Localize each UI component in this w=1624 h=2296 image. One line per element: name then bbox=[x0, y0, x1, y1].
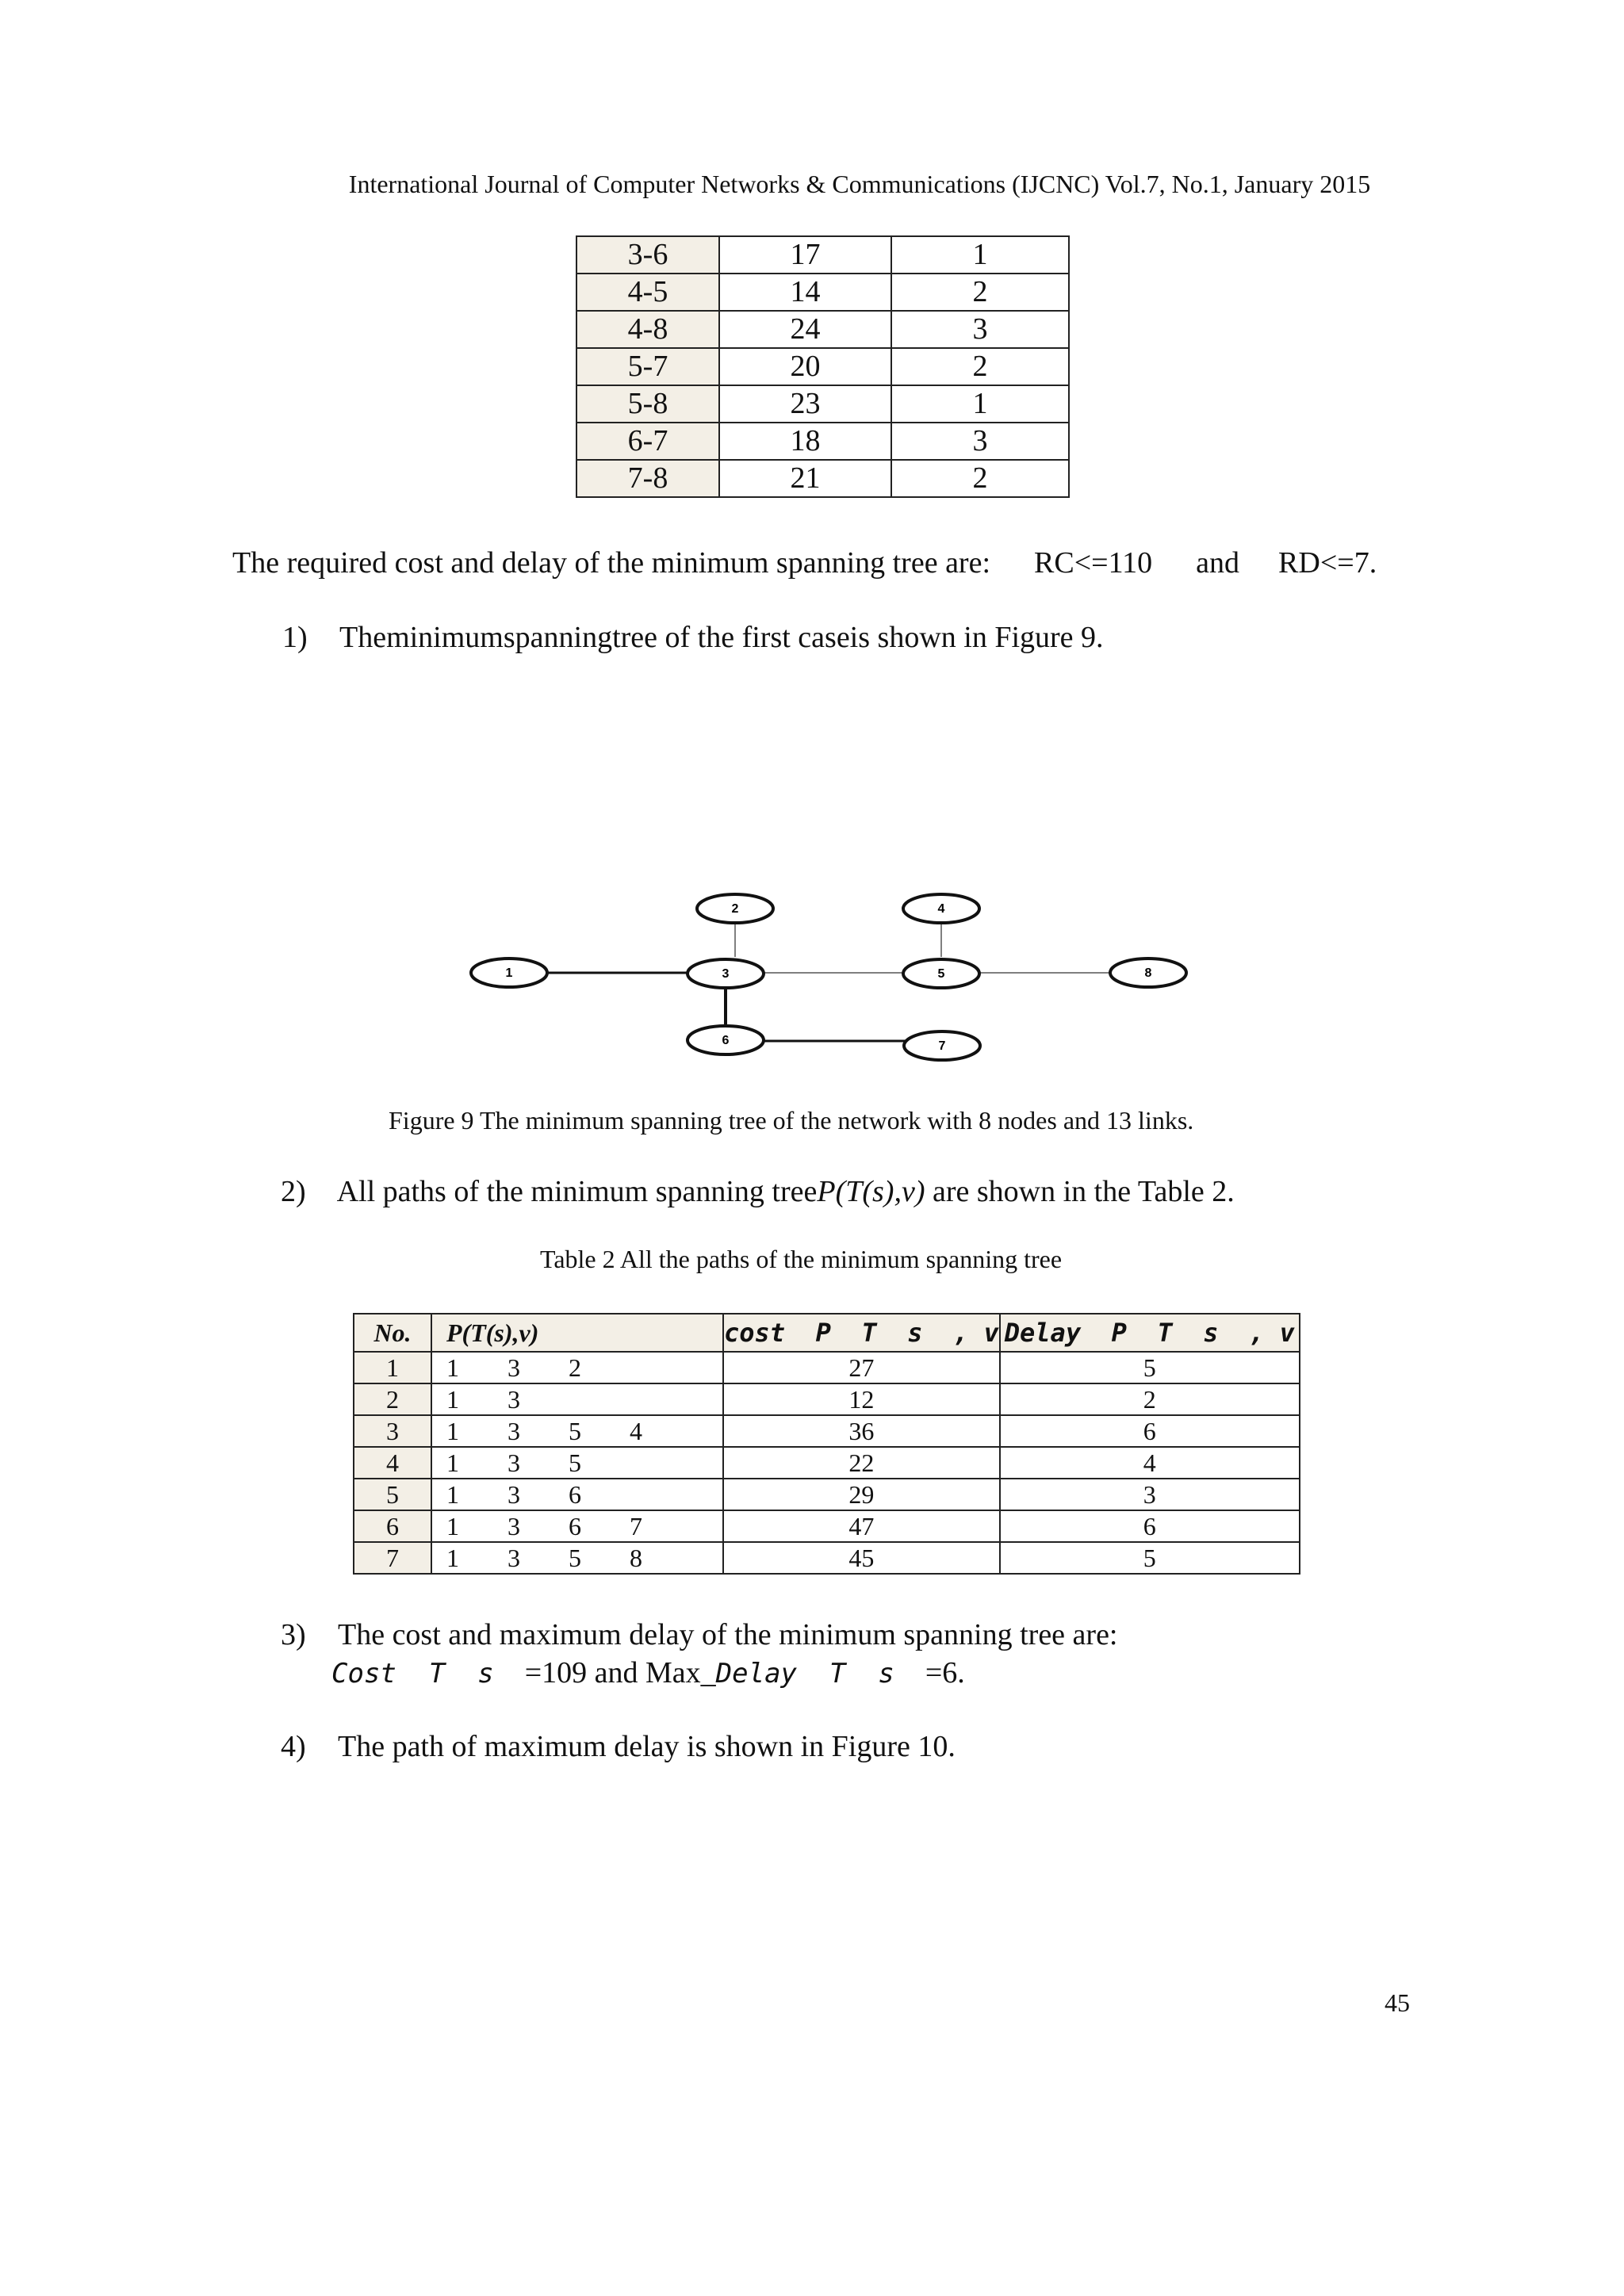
path-node: 3 bbox=[508, 1353, 520, 1382]
path-row bbox=[354, 1479, 1300, 1510]
path-number: 3 bbox=[354, 1415, 431, 1447]
paths-table bbox=[353, 1313, 1300, 1575]
link-delay: 1 bbox=[891, 236, 1069, 274]
link-row bbox=[576, 311, 1069, 348]
svg-text:5: 5 bbox=[937, 967, 945, 981]
link-id: 5-7 bbox=[576, 348, 719, 385]
path-cost: 22 bbox=[723, 1447, 1000, 1479]
item-2 bbox=[281, 1174, 1235, 1209]
path-node: 3 bbox=[508, 1448, 520, 1477]
path-nodes bbox=[431, 1479, 723, 1510]
path-row bbox=[354, 1447, 1300, 1479]
path-node: 1 bbox=[446, 1480, 459, 1509]
link-cost: 24 bbox=[719, 311, 891, 348]
path-node: 3 bbox=[508, 1385, 520, 1414]
item-2-text-c: are shown in the Table 2. bbox=[925, 1175, 1235, 1208]
item-4-text: The path of maximum delay is shown in Figure 10. bbox=[337, 1730, 956, 1763]
path-delay: 6 bbox=[1000, 1415, 1300, 1447]
path-node: 6 bbox=[569, 1512, 581, 1540]
cost-label: Cost T s bbox=[331, 1658, 494, 1689]
path-cost: 12 bbox=[723, 1383, 1000, 1415]
path-node: 1 bbox=[446, 1512, 459, 1540]
link-delay: 1 bbox=[891, 385, 1069, 423]
link-row bbox=[576, 274, 1069, 311]
path-cost: 45 bbox=[723, 1542, 1000, 1574]
figure-9-caption: Figure 9 The minimum spanning tree of the network with 8 nodes and 13 links. bbox=[389, 1106, 1194, 1135]
svg-text:4: 4 bbox=[937, 902, 945, 916]
node-6 bbox=[688, 1026, 764, 1054]
cost-value: =109 and Max_ bbox=[524, 1656, 716, 1689]
svg-text:2: 2 bbox=[731, 902, 739, 916]
path-cost: 27 bbox=[723, 1352, 1000, 1383]
path-delay: 4 bbox=[1000, 1447, 1300, 1479]
links-table bbox=[576, 235, 1070, 498]
node-2 bbox=[697, 894, 773, 923]
path-nodes bbox=[431, 1447, 723, 1479]
path-node: 2 bbox=[569, 1353, 581, 1382]
link-cost: 21 bbox=[719, 460, 891, 497]
path-nodes bbox=[431, 1510, 723, 1542]
link-id: 5-8 bbox=[576, 385, 719, 423]
path-delay: 6 bbox=[1000, 1510, 1300, 1542]
requirement-text: The required cost and delay of the minimum spanning tree are: bbox=[232, 546, 991, 580]
page-number: 45 bbox=[1385, 1988, 1410, 2017]
path-node: 3 bbox=[508, 1480, 520, 1509]
item-4 bbox=[281, 1729, 956, 1764]
path-row bbox=[354, 1415, 1300, 1447]
path-number: 1 bbox=[354, 1352, 431, 1383]
header-delay: Delay P T s , v bbox=[1000, 1314, 1300, 1352]
svg-text:8: 8 bbox=[1144, 966, 1152, 980]
path-cost: 36 bbox=[723, 1415, 1000, 1447]
node-7 bbox=[904, 1031, 980, 1060]
svg-text:3: 3 bbox=[722, 967, 730, 981]
path-node: 3 bbox=[508, 1512, 520, 1540]
link-cost: 20 bbox=[719, 348, 891, 385]
item-4-number: 4) bbox=[281, 1730, 306, 1763]
link-id: 4-8 bbox=[576, 311, 719, 348]
path-node: 1 bbox=[446, 1448, 459, 1477]
link-delay: 3 bbox=[891, 423, 1069, 460]
path-node: 4 bbox=[630, 1417, 642, 1445]
path-row bbox=[354, 1510, 1300, 1542]
link-delay: 3 bbox=[891, 311, 1069, 348]
link-cost: 17 bbox=[719, 236, 891, 274]
table-2-caption: Table 2 All the paths of the minimum spanning tree bbox=[540, 1245, 1063, 1273]
link-cost: 23 bbox=[719, 385, 891, 423]
running-header: International Journal of Computer Networks & Communications (IJCNC) Vol.7, No.1, January 2015 bbox=[348, 170, 1371, 198]
item-1-text: Theminimumspanningtree of the first caseis shown in Figure 9. bbox=[339, 621, 1104, 654]
path-node: 3 bbox=[508, 1544, 520, 1572]
node-5 bbox=[903, 959, 979, 988]
path-node: 5 bbox=[569, 1448, 581, 1477]
item-3-formula bbox=[331, 1655, 965, 1690]
node-3 bbox=[688, 959, 764, 988]
node-8 bbox=[1110, 959, 1186, 987]
path-nodes bbox=[431, 1415, 723, 1447]
item-1-number: 1) bbox=[282, 621, 308, 654]
item-2-text-a: All paths of the minimum spanning tree bbox=[336, 1175, 818, 1208]
requirement-line bbox=[232, 545, 1377, 580]
path-number: 6 bbox=[354, 1510, 431, 1542]
item-3 bbox=[281, 1617, 1118, 1652]
svg-text:1: 1 bbox=[505, 966, 513, 980]
path-delay: 5 bbox=[1000, 1542, 1300, 1574]
path-number: 2 bbox=[354, 1383, 431, 1415]
figure-9-tree bbox=[444, 872, 1221, 1078]
path-node: 1 bbox=[446, 1353, 459, 1382]
path-row bbox=[354, 1542, 1300, 1574]
header-no: No. bbox=[354, 1314, 431, 1352]
path-delay: 5 bbox=[1000, 1352, 1300, 1383]
path-delay: 2 bbox=[1000, 1383, 1300, 1415]
svg-text:6: 6 bbox=[722, 1034, 730, 1047]
path-cost: 47 bbox=[723, 1510, 1000, 1542]
link-delay: 2 bbox=[891, 460, 1069, 497]
link-row bbox=[576, 348, 1069, 385]
link-id: 3-6 bbox=[576, 236, 719, 274]
item-3-number: 3) bbox=[281, 1618, 306, 1651]
path-nodes bbox=[431, 1383, 723, 1415]
link-id: 4-5 bbox=[576, 274, 719, 311]
delay-value: =6. bbox=[925, 1656, 965, 1689]
node-4 bbox=[903, 894, 979, 923]
item-2-number: 2) bbox=[281, 1175, 306, 1208]
item-1 bbox=[282, 620, 1104, 655]
node-1 bbox=[471, 959, 547, 987]
svg-text:7: 7 bbox=[938, 1039, 946, 1053]
path-nodes bbox=[431, 1352, 723, 1383]
path-node: 1 bbox=[446, 1385, 459, 1414]
link-row bbox=[576, 236, 1069, 274]
rd-value: RD<=7. bbox=[1278, 546, 1377, 580]
link-row bbox=[576, 423, 1069, 460]
rc-value: RC<=110 bbox=[1034, 546, 1153, 580]
link-cost: 18 bbox=[719, 423, 891, 460]
path-row bbox=[354, 1352, 1300, 1383]
header-path: P(T(s),v) bbox=[431, 1314, 723, 1352]
path-node: 1 bbox=[446, 1544, 459, 1572]
link-row bbox=[576, 460, 1069, 497]
link-row bbox=[576, 385, 1069, 423]
path-number: 4 bbox=[354, 1447, 431, 1479]
link-cost: 14 bbox=[719, 274, 891, 311]
link-delay: 2 bbox=[891, 274, 1069, 311]
path-row bbox=[354, 1383, 1300, 1415]
link-id: 7-8 bbox=[576, 460, 719, 497]
path-node: 5 bbox=[569, 1417, 581, 1445]
path-cost: 29 bbox=[723, 1479, 1000, 1510]
path-node: 5 bbox=[569, 1544, 581, 1572]
path-node: 6 bbox=[569, 1480, 581, 1509]
path-number: 7 bbox=[354, 1542, 431, 1574]
link-delay: 2 bbox=[891, 348, 1069, 385]
path-number: 5 bbox=[354, 1479, 431, 1510]
link-id: 6-7 bbox=[576, 423, 719, 460]
path-delay: 3 bbox=[1000, 1479, 1300, 1510]
path-node: 1 bbox=[446, 1417, 459, 1445]
path-node: 8 bbox=[630, 1544, 642, 1572]
path-nodes bbox=[431, 1542, 723, 1574]
path-node: 7 bbox=[630, 1512, 642, 1540]
header-cost: cost P T s , v bbox=[723, 1314, 1000, 1352]
delay-label: Delay T s bbox=[715, 1658, 894, 1689]
item-2-text-b: P(T(s),v) bbox=[817, 1175, 925, 1208]
and-word: and bbox=[1196, 546, 1240, 580]
path-node: 3 bbox=[508, 1417, 520, 1445]
item-3-text: The cost and maximum delay of the minimum spanning tree are: bbox=[337, 1618, 1118, 1651]
